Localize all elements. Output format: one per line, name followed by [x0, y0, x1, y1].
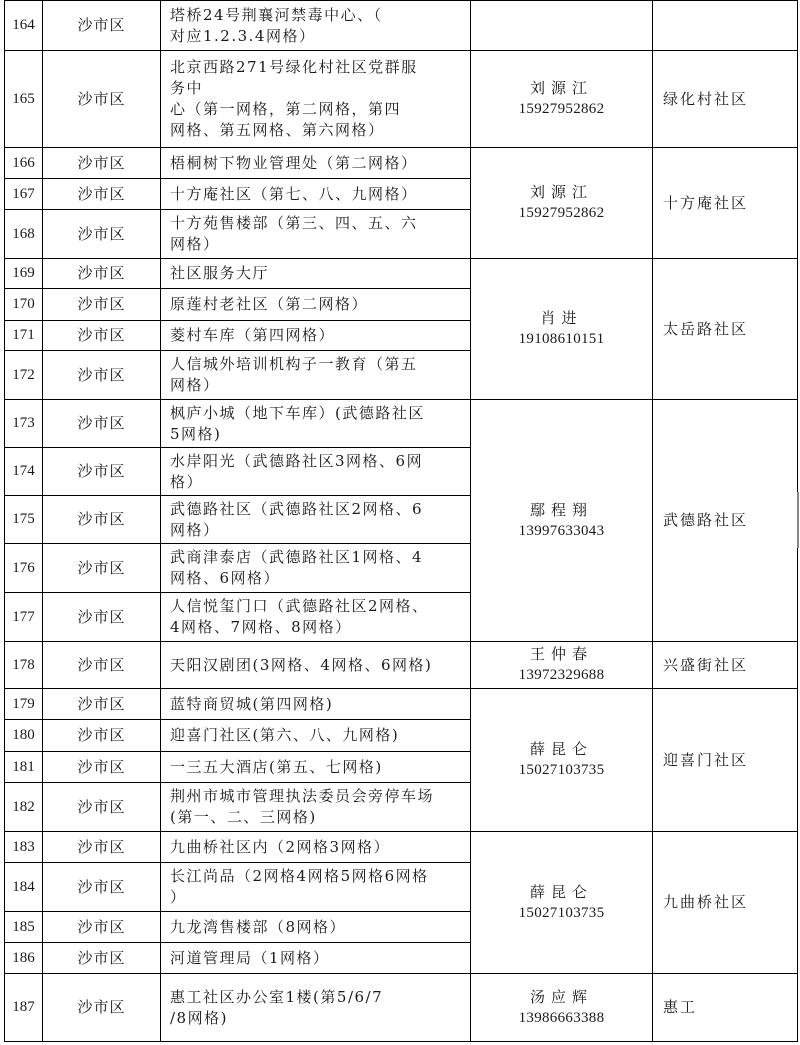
row-number: 167 [12, 185, 35, 202]
contact-cell [471, 148, 652, 258]
location-cell: 北京西路271号绿化村社区党群服 务中 心（第一网格，第二网格，第四 网格、第五网格、第六网格） [170, 58, 418, 139]
location-cell: 迎喜门社区(第六、八、九网格) [170, 726, 400, 744]
contact-cell [471, 642, 652, 688]
row-number: 166 [12, 154, 35, 171]
row-number: 183 [12, 838, 35, 855]
location-cell: 武德路社区（武德路社区2网格、6 网格） [170, 499, 424, 539]
district-cell: 沙市区 [77, 757, 126, 776]
district-cell: 沙市区 [77, 877, 126, 896]
location-cell: 武商津泰店（武德路社区1网格、4 网格、6网格） [170, 548, 424, 587]
community-cell: 武德路社区 [663, 511, 749, 529]
row-number: 182 [12, 798, 35, 815]
row-number: 168 [12, 225, 35, 242]
location-cell: 菱村车库（第四网格） [170, 326, 336, 344]
row-number: 187 [12, 999, 35, 1015]
district-cell: 沙市区 [77, 726, 126, 744]
location-cell: 人信悦玺门口（武德路社区2网格、 4网格、7网格、8网格） [170, 597, 429, 636]
contact-phone: 13997633043 [518, 522, 605, 539]
district-cell: 沙市区 [77, 510, 126, 528]
row-number: 184 [12, 878, 35, 895]
location-cell: 蓝特商贸城(第四网格) [170, 694, 334, 713]
location-cell: 社区服务大厅 [170, 264, 270, 282]
contact-cell [471, 400, 652, 641]
contact-phone: 15027103735 [518, 904, 605, 921]
contact-name: 王仲春 [529, 645, 593, 663]
row-number: 178 [12, 656, 35, 673]
location-cell: 九曲桥社区内（2网格3网格） [170, 837, 391, 856]
row-number: 176 [12, 559, 35, 576]
contact-cell [471, 259, 652, 399]
district-cell: 沙市区 [77, 462, 126, 480]
district-cell: 沙市区 [77, 558, 126, 577]
location-cell: 十方庵社区（第七、八、九网格） [170, 184, 418, 203]
row-number: 174 [12, 463, 35, 479]
row-number: 173 [12, 415, 35, 431]
contact-cell [471, 974, 652, 1041]
community-cell: 绿化村社区 [663, 89, 749, 108]
contact-name: 肖进 [540, 309, 583, 327]
row-number: 179 [12, 695, 35, 712]
contact-name: 汤应辉 [529, 987, 593, 1006]
district-cell: 沙市区 [77, 655, 126, 674]
district-cell: 沙市区 [77, 184, 126, 203]
location-cell: 原莲村老社区（第二网格） [170, 295, 369, 313]
community-cell: 迎喜门社区 [663, 750, 749, 769]
district-cell: 沙市区 [77, 264, 126, 282]
contact-cell [471, 51, 652, 147]
row-number: 165 [12, 90, 35, 107]
row-number: 180 [12, 727, 35, 743]
location-cell: 河道管理局（1网格） [170, 948, 330, 967]
district-cell: 沙市区 [77, 16, 126, 34]
row-number: 164 [12, 17, 35, 33]
district-cell: 沙市区 [77, 837, 126, 856]
district-cell: 沙市区 [77, 295, 126, 313]
location-cell: 惠工社区办公室1楼(第5/6/7 /8网格) [170, 987, 384, 1027]
location-cell: 枫庐小城（地下车库）(武德路社区 5网格) [170, 403, 425, 443]
community-cell: 惠工 [663, 998, 698, 1016]
row-number: 186 [12, 949, 35, 966]
community-cell: 九曲桥社区 [663, 893, 749, 911]
page-edge-mark [797, 492, 799, 548]
row-number: 171 [12, 327, 35, 343]
contact-name: 刘源江 [529, 79, 593, 97]
district-cell: 沙市区 [77, 414, 126, 432]
contact-phone: 15027103735 [518, 762, 605, 778]
location-cell: 天阳汉剧团(3网格、4网格、6网格) [170, 655, 433, 674]
community-cell: 十方庵社区 [663, 193, 749, 212]
district-cell: 沙市区 [77, 694, 126, 713]
row-number: 175 [12, 511, 35, 527]
district-cell: 沙市区 [77, 917, 126, 936]
row-number: 181 [12, 758, 35, 775]
contact-phone: 13972329688 [518, 667, 605, 683]
district-cell: 沙市区 [77, 224, 126, 243]
row-number: 169 [12, 265, 35, 281]
contact-phone: 15927952862 [518, 101, 605, 117]
district-cell: 沙市区 [77, 365, 126, 384]
row-number: 177 [12, 608, 35, 625]
location-cell: 一三五大酒店(第五、七网格) [170, 757, 383, 776]
contact-name: 薛昆仑 [529, 882, 593, 901]
contact-name: 薛昆仑 [529, 740, 593, 758]
contact-cell [471, 1, 652, 50]
location-cell: 九龙湾售楼部（8网格） [170, 917, 347, 936]
contact-cell [471, 832, 652, 973]
location-cell: 长江尚品（2网格4网格5网格6网格 ） [170, 867, 429, 906]
district-cell: 沙市区 [77, 998, 126, 1016]
district-cell: 沙市区 [77, 153, 126, 172]
community-cell: 太岳路社区 [663, 319, 749, 338]
location-cell: 塔桥24号荆襄河禁毒中心、（ 对应1.2.3.4网格） [170, 5, 383, 45]
location-cell: 十方苑售楼部（第三、四、五、六 网格） [170, 214, 418, 253]
row-number: 172 [12, 366, 35, 383]
location-cell: 荆州市城市管理执法委员会旁停车场 (第一、二、三网格) [170, 787, 435, 826]
district-cell: 沙市区 [77, 797, 126, 816]
community-cell: 兴盛街社区 [663, 655, 749, 674]
district-cell: 沙市区 [77, 326, 126, 344]
district-cell: 沙市区 [77, 89, 126, 108]
community-cell [653, 1, 797, 50]
row-number: 170 [12, 296, 35, 312]
row-number: 185 [12, 918, 35, 935]
contact-phone: 15927952862 [518, 205, 605, 221]
contact-name: 刘源江 [529, 183, 593, 201]
contact-phone: 13986663388 [518, 1009, 605, 1026]
row-rule [4, 1041, 798, 1042]
contact-phone: 19108610151 [518, 331, 605, 347]
contact-name: 鄢程翔 [529, 500, 593, 519]
location-cell: 水岸阳光（武德路社区3网格、6网 格） [170, 451, 424, 491]
location-cell: 梧桐树下物业管理处（第二网格） [170, 153, 418, 172]
contact-cell [471, 689, 652, 831]
district-cell: 沙市区 [77, 948, 126, 967]
district-cell: 沙市区 [77, 607, 126, 626]
location-cell: 人信城外培训机构子一教育（第五 网格） [170, 355, 418, 394]
